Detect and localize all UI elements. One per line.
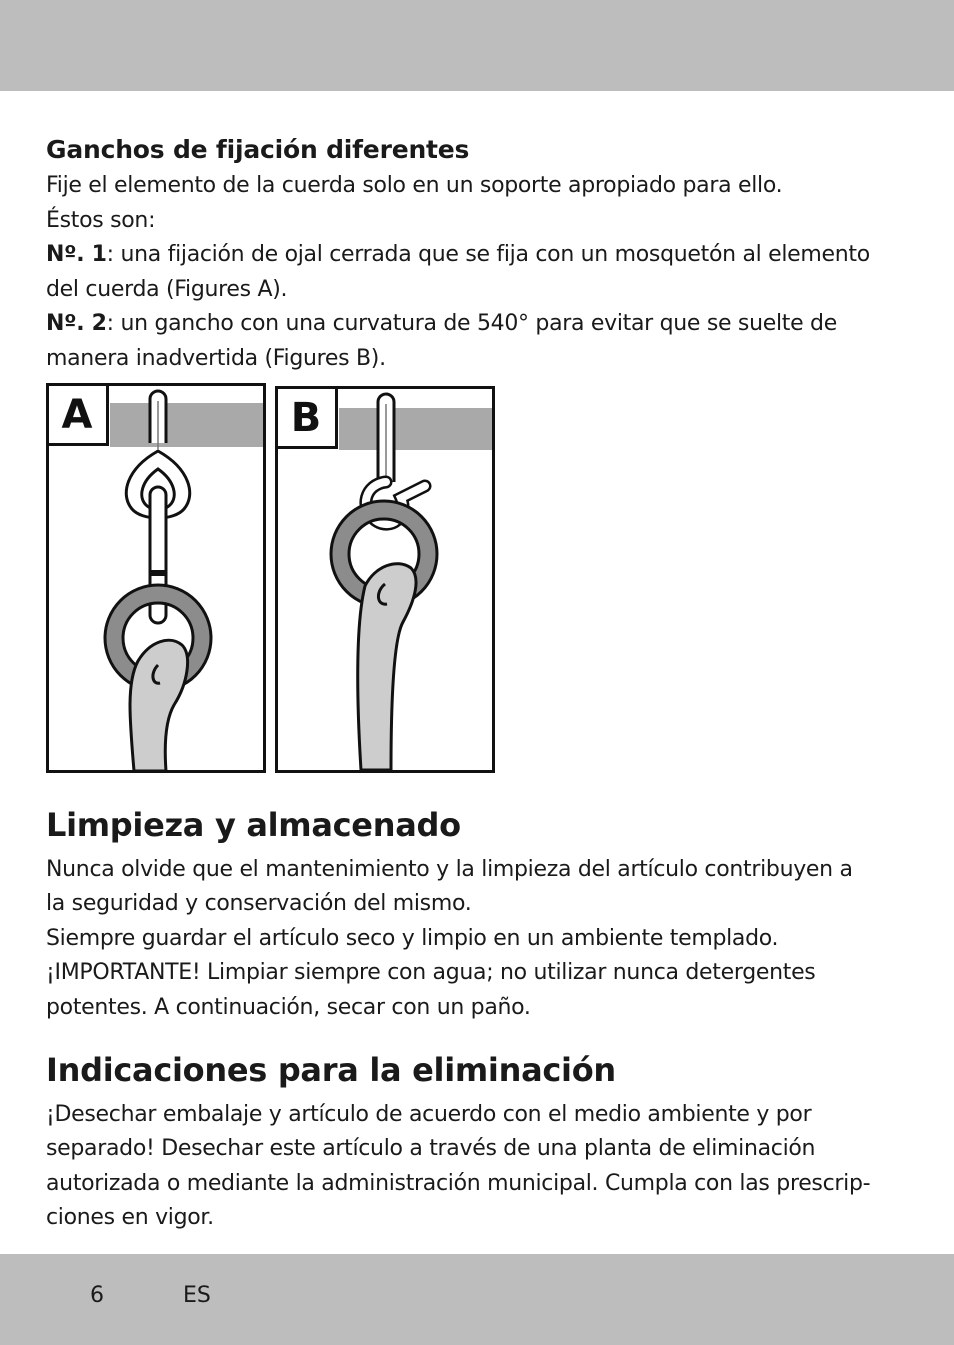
section-cleaning [46,805,916,1026]
figure-b-beam [339,408,493,450]
page-number: 6 [90,1283,104,1308]
figure-b [275,386,495,773]
intro-line-1: Fije el elemento de la cuerda solo en un soporte apropiado para ello. [46,173,783,198]
bottom-band [0,1254,954,1345]
section-fixing-hooks [46,131,916,377]
cleaning-line: Nunca olvide que el mantenimiento y la limpieza del artículo contribuyen a [46,856,853,882]
cleaning-text [46,853,916,1026]
section-title-fixing-hooks: Ganchos de fijación diferentes [46,135,470,164]
item-1-line-1: : una fijación de ojal cerrada que se fija con un mosquetón al elemento [106,242,870,268]
disposal-line: separado! Desechar este artículo a través de una planta de eliminación [46,1136,816,1162]
item-1-line-2: del cuerda (Figures A). [46,276,288,302]
item-2-label: Nº. 2 [46,311,107,337]
cleaning-line: Siempre guardar el artículo seco y limpio en un ambiente templado. [46,925,779,951]
section-title-cleaning: Limpieza y almacenado [46,805,461,844]
top-band [0,0,954,91]
figure-a-rope [130,640,188,771]
figures-row [46,383,506,775]
cleaning-line: ¡IMPORTANTE! Limpiar siempre con agua; no utilizar nunca detergentes [46,960,816,986]
cleaning-line: la seguridad y conservación del mismo. [46,891,472,917]
cleaning-line: potentes. A continuación, secar con un paño. [46,994,531,1020]
figure-a-carabiner-gate [149,570,167,576]
intro-line-2: Éstos son: [46,207,156,233]
disposal-line: ciones en vigor. [46,1205,214,1231]
figure-a-beam [110,403,264,447]
item-1-label: Nº. 1 [46,242,107,268]
item-2-line-1: : un gancho con una curvatura de 540° para evitar que se suelte de [106,311,837,337]
language-code: ES [183,1283,211,1308]
figure-a [46,383,266,773]
section-title-disposal: Indicaciones para la eliminación [46,1050,616,1089]
figure-a-label: A [61,391,93,438]
section-disposal [46,1050,916,1236]
disposal-text [46,1098,916,1236]
disposal-line: autorizada o mediante la administración municipal. Cumpla con las prescrip- [46,1170,871,1196]
page-content [46,131,916,1236]
figure-b-label: B [290,394,322,441]
item-2-line-2: manera inadvertida (Figures B). [46,345,386,371]
figure-b-rope [358,563,416,769]
disposal-line: ¡Desechar embalaje y artículo de acuerdo con el medio ambiente y por [46,1101,812,1127]
fixing-hooks-intro [46,169,916,377]
